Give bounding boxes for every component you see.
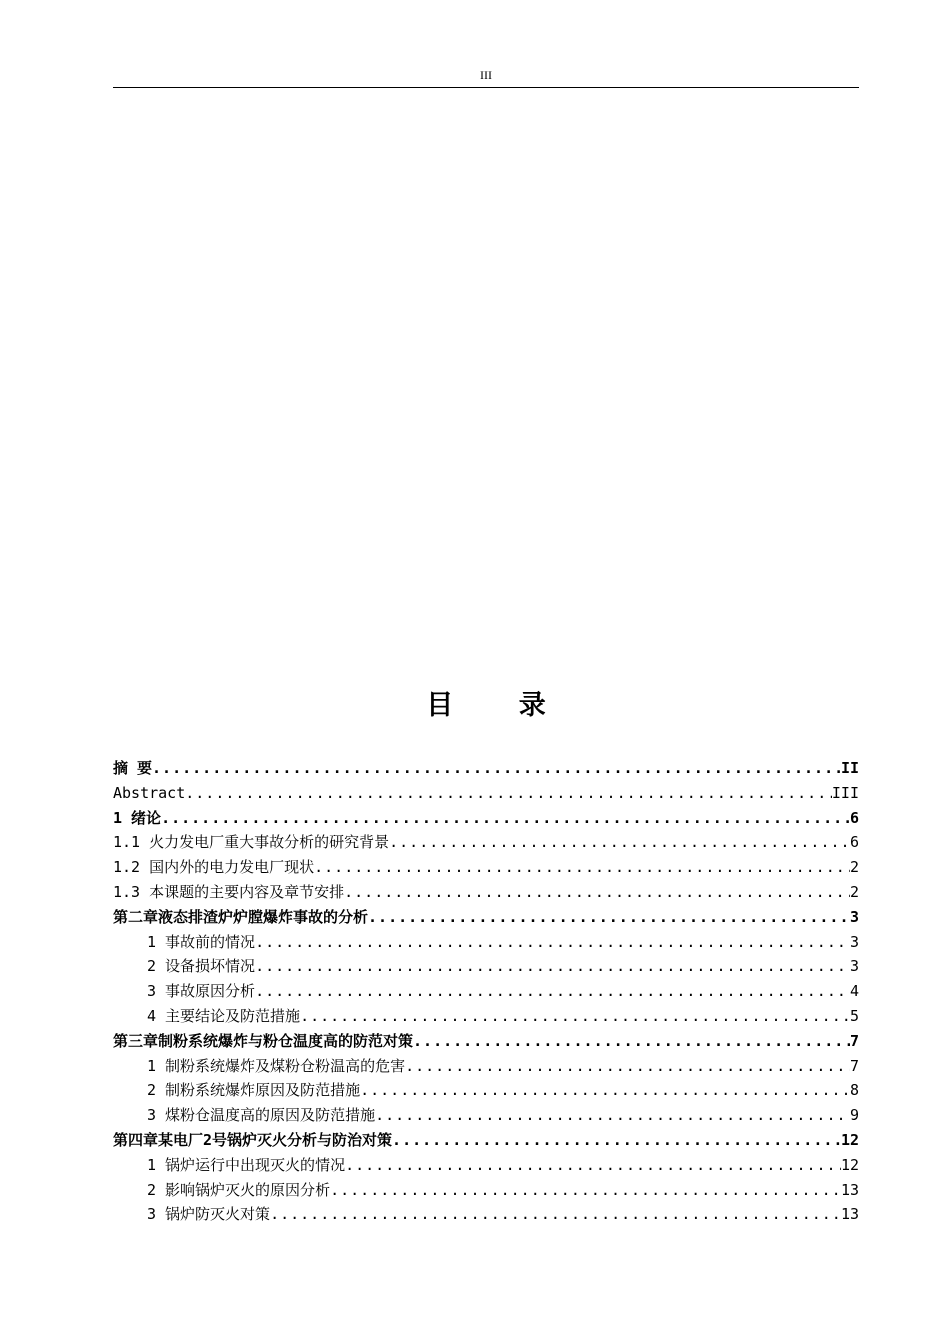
toc-entry-label: 1.2 国内外的电力发电厂现状: [113, 858, 315, 877]
toc-entry[interactable]: [113, 1202, 859, 1227]
toc-entry-page-number: 3: [849, 957, 859, 976]
toc-entry-label: 摘 要: [113, 759, 153, 777]
header-page-number: III: [480, 68, 492, 82]
toc-entry[interactable]: [113, 806, 859, 831]
toc-dot-leader: [375, 1103, 850, 1128]
toc-dot-leader: [255, 979, 850, 1004]
toc-entry-page-number: 3: [849, 907, 859, 926]
toc-entry[interactable]: [113, 930, 859, 955]
toc-entry[interactable]: [113, 1004, 859, 1029]
toc-dot-leader: [255, 954, 850, 979]
toc-entry[interactable]: [113, 1128, 859, 1153]
toc-entry-label: 第三章制粉系统爆炸与粉仓温度高的防范对策: [113, 1031, 414, 1050]
toc-dot-leader: [413, 1029, 850, 1054]
page-header: [113, 66, 859, 88]
toc-dot-leader: [344, 880, 850, 905]
toc-dot-leader: [345, 1153, 841, 1178]
toc-entry-label: 3 锅炉防灭火对策: [147, 1205, 271, 1224]
toc-dot-leader: [314, 855, 850, 880]
toc-entry[interactable]: [113, 1078, 859, 1103]
toc-entry-page-number: 13: [840, 1205, 859, 1224]
toc-dot-leader: [405, 1054, 850, 1079]
toc-entry[interactable]: [113, 979, 859, 1004]
toc-entry-page-number: 4: [849, 982, 859, 1001]
toc-entry-label: 2 影响锅炉灭火的原因分析: [147, 1180, 331, 1199]
toc-entry-page-number: 3: [849, 932, 859, 951]
toc-entry-label: 1 事故前的情况: [147, 932, 256, 951]
toc-entry-page-number: 12: [840, 1155, 859, 1174]
toc-dot-leader: [270, 1202, 841, 1227]
toc-entry-page-number: 8: [849, 1081, 859, 1100]
toc-entry-page-number: 6: [849, 808, 859, 827]
toc-dot-leader: [152, 756, 841, 781]
toc-entry-label: 第二章液态排渣炉炉膛爆炸事故的分析: [113, 907, 369, 926]
toc-entry-label: 2 制粉系统爆炸原因及防范措施: [147, 1081, 361, 1100]
toc-entry[interactable]: [113, 756, 859, 781]
toc-entry-label: 第四章某电厂2号锅炉灭火分析与防治对策: [113, 1130, 393, 1149]
toc-entry[interactable]: [113, 1029, 859, 1054]
toc-dot-leader: [255, 930, 850, 955]
toc-entry[interactable]: [113, 830, 859, 855]
toc-entry-label: 1.3 本课题的主要内容及章节安排: [113, 882, 345, 901]
toc-entry[interactable]: [113, 880, 859, 905]
toc-dot-leader: [360, 1078, 850, 1103]
toc-entry-label: 1 绪论: [113, 808, 162, 827]
toc-dot-leader: [330, 1178, 841, 1203]
toc-entry-page-number: II: [840, 759, 859, 777]
toc-dot-leader: [392, 1128, 841, 1153]
toc-entry-page-number: 7: [849, 1056, 859, 1075]
toc-entry-label: Abstract: [113, 783, 186, 802]
toc-dot-leader: [300, 1004, 850, 1029]
toc-title: 目 录: [426, 690, 574, 721]
toc-entry-label: 1 制粉系统爆炸及煤粉仓粉温高的危害: [147, 1056, 406, 1075]
toc-entry[interactable]: [113, 1153, 859, 1178]
toc-entry[interactable]: [113, 1054, 859, 1079]
toc-entry-label: 3 煤粉仓温度高的原因及防范措施: [147, 1106, 376, 1125]
toc-dot-leader: [389, 830, 850, 855]
toc-entry-page-number: 13: [840, 1180, 859, 1199]
toc-entry-page-number: 12: [840, 1130, 859, 1149]
toc-entry[interactable]: [113, 781, 859, 806]
toc-entry-page-number: 2: [849, 882, 859, 901]
toc-entry-label: 3 事故原因分析: [147, 982, 256, 1001]
toc-entry[interactable]: [113, 855, 859, 880]
toc-entry-page-number: III: [831, 783, 859, 802]
toc-entry[interactable]: [113, 905, 859, 930]
toc-entry[interactable]: [113, 1178, 859, 1203]
toc-entry-page-number: 9: [849, 1106, 859, 1125]
toc-entry-page-number: 5: [849, 1006, 859, 1025]
toc-entry-label: 1 锅炉运行中出现灭火的情况: [147, 1155, 346, 1174]
toc-dot-leader: [368, 905, 850, 930]
table-of-contents: [113, 756, 859, 1227]
toc-entry-page-number: 7: [849, 1031, 859, 1050]
toc-entry-label: 2 设备损坏情况: [147, 957, 256, 976]
toc-entry-label: 4 主要结论及防范措施: [147, 1006, 301, 1025]
toc-entry[interactable]: [113, 1103, 859, 1128]
toc-entry-label: 1.1 火力发电厂重大事故分析的研究背景: [113, 833, 390, 852]
toc-entry[interactable]: [113, 954, 859, 979]
toc-dot-leader: [185, 781, 832, 806]
toc-entry-page-number: 2: [849, 858, 859, 877]
toc-dot-leader: [161, 806, 850, 831]
toc-entry-page-number: 6: [849, 833, 859, 852]
